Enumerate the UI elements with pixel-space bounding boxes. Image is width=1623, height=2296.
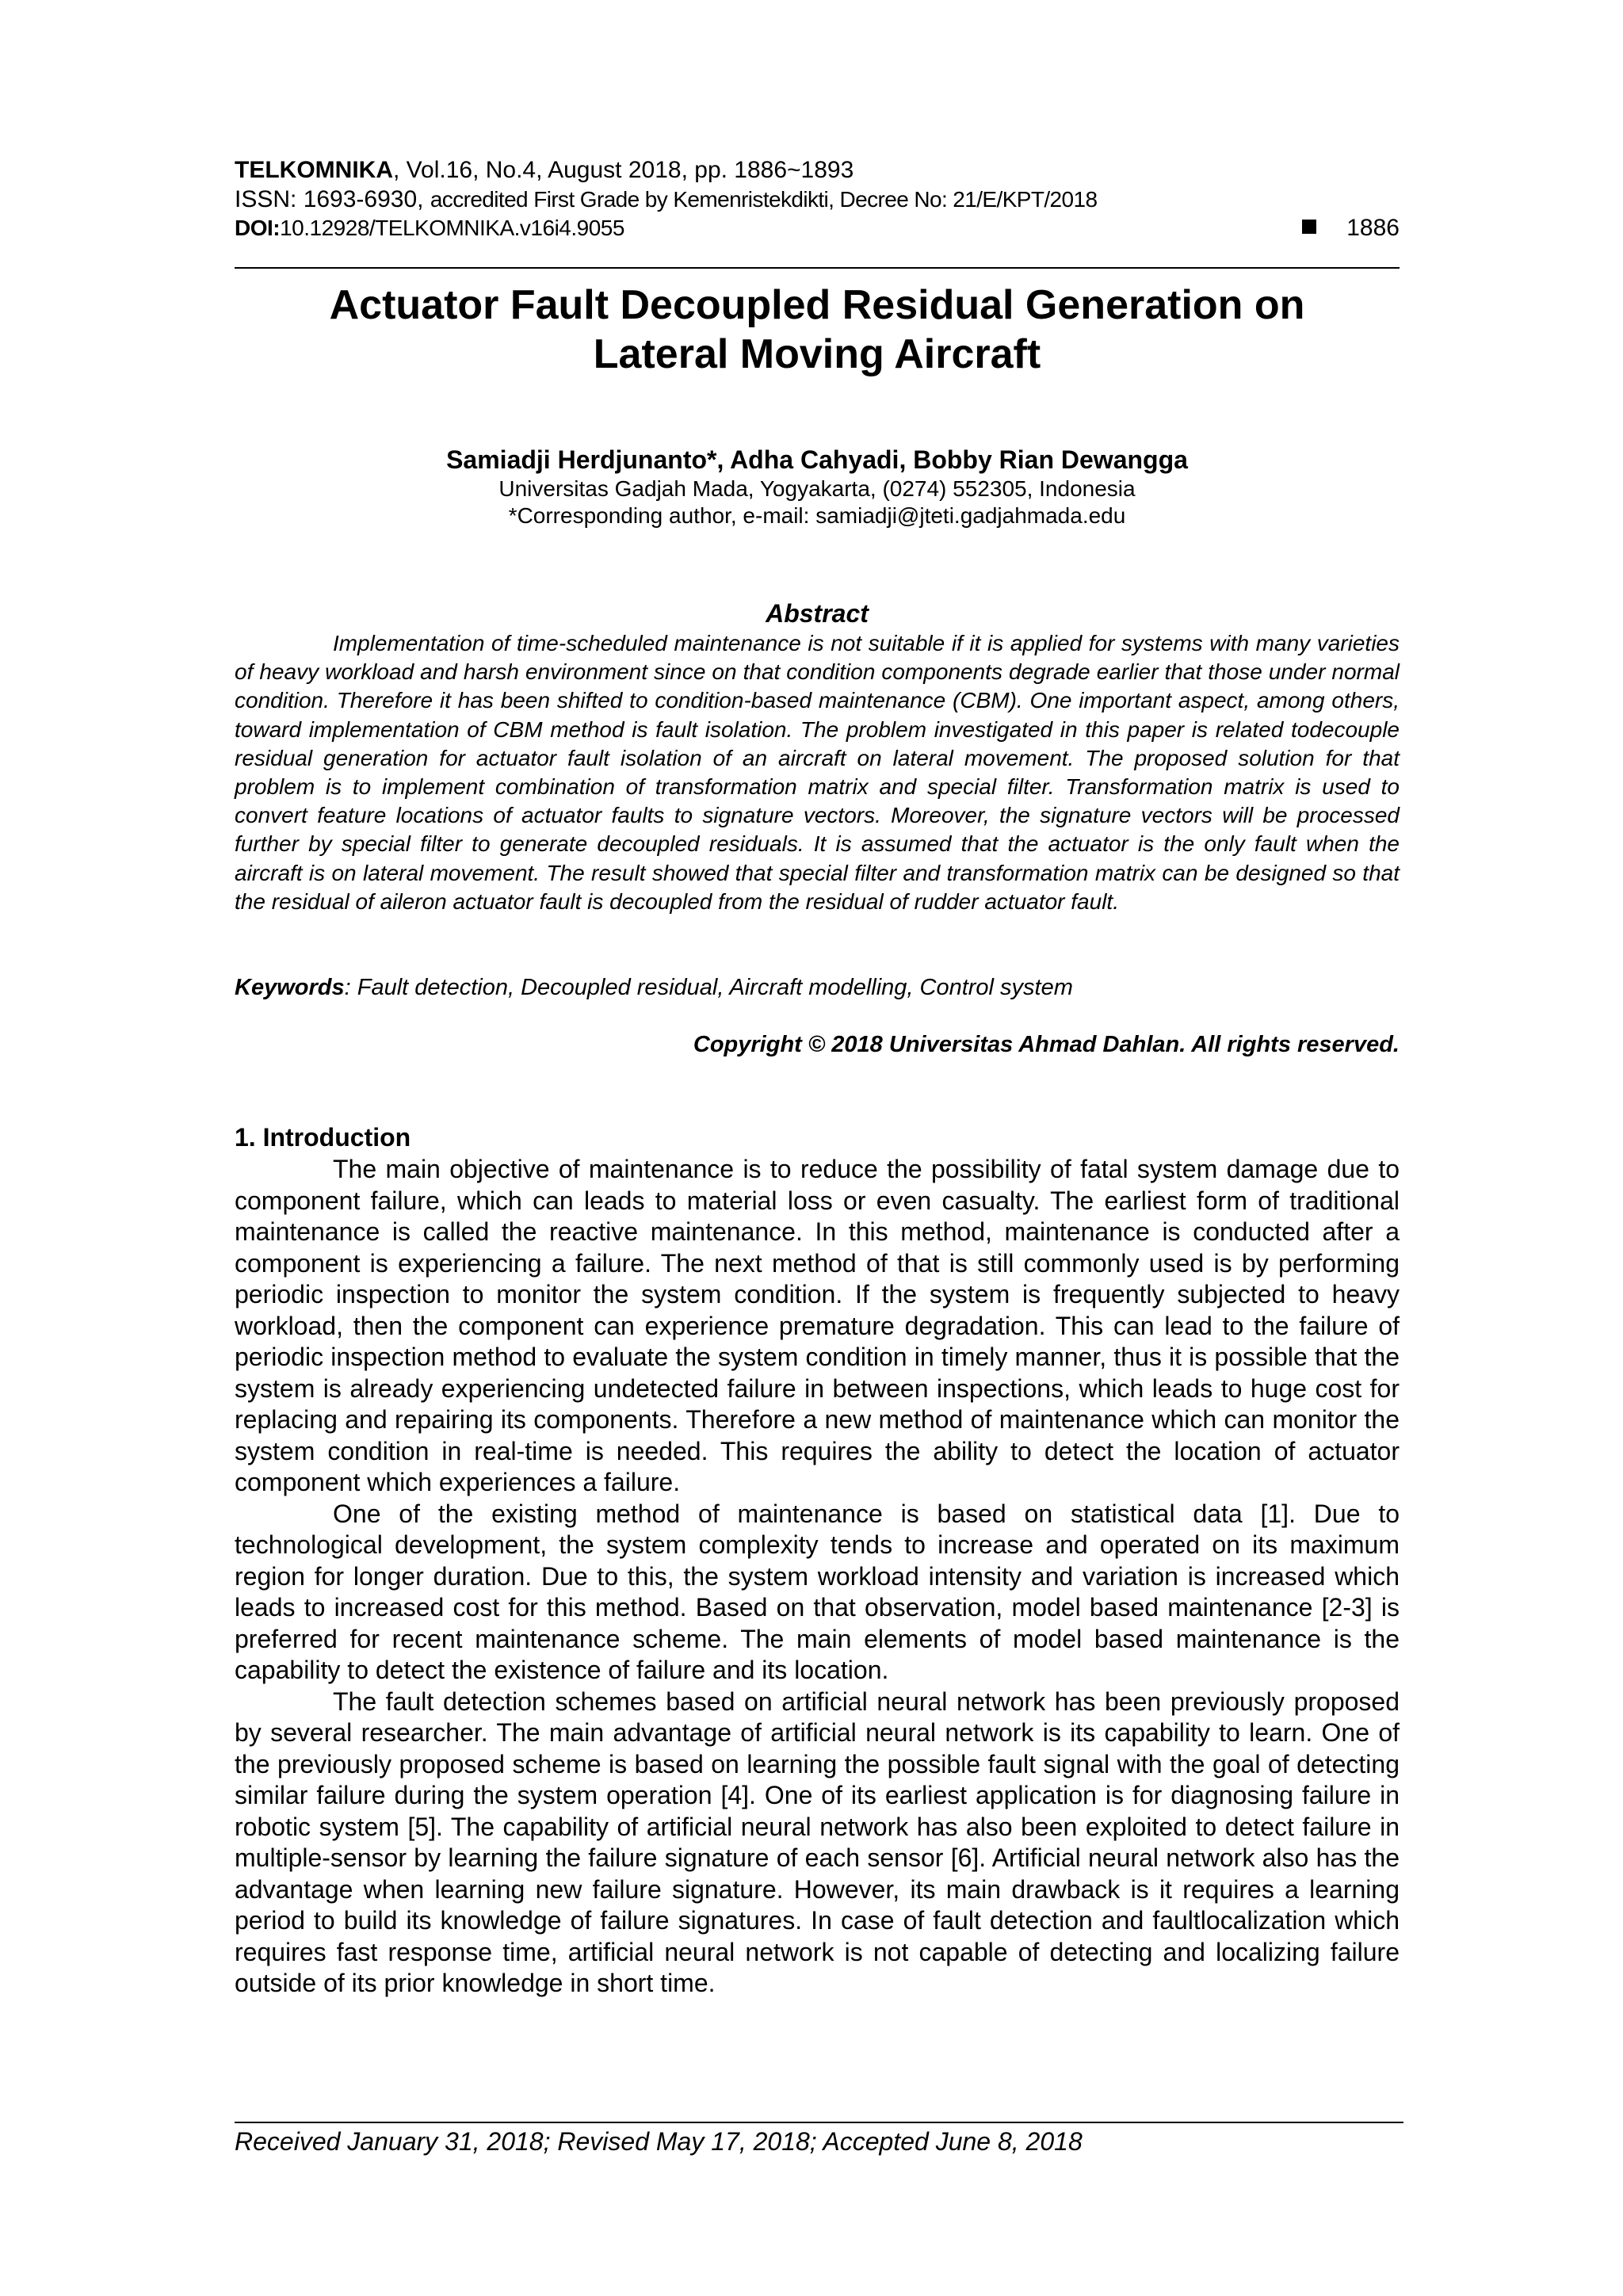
author-affiliation: Universitas Gadjah Mada, Yogyakarta, (0274) 552305, Indonesia — [498, 476, 1136, 501]
author-names: Samiadji Herdjunanto*, Adha Cahyadi, Bobby Rian Dewangga — [446, 445, 1188, 474]
doi-label: DOI: — [235, 216, 281, 240]
section-heading-introduction: 1. Introduction — [235, 1123, 411, 1152]
abstract-text: Implementation of time-scheduled maintenance is not suitable if it is applied for systems with many varieties of heavy workload and harsh environment since on that condition components degrade earlier that those under normal condition. Therefore it has been shifted to condition-based maintenance (CBM). One important aspect, among others, toward implementation of CBM method is fault isolation. The problem investigated in this paper is related todecouple residual generation for actuator fault isolation of an aircraft on lateral movement. The proposed solution for that problem is to implement combination of transformation matrix and special filter. Transformation matrix is used to convert feature locations of actuator faults to signature vectors. Moreover, the signature vectors will be processed further by special filter to generate decoupled residuals. It is assumed that the actuator is the only fault when the aircraft is on lateral movement. The result showed that special filter and transformation matrix can be designed so that the residual of aileron actuator fault is decoupled from the residual of rudder actuator fault. — [235, 631, 1400, 914]
paper-title — [235, 281, 1400, 379]
header-divider — [235, 267, 1400, 269]
journal-name: TELKOMNIKA — [235, 157, 393, 183]
issn-line — [235, 185, 1400, 214]
title-line-1: Actuator Fault Decoupled Residual Generation on — [329, 282, 1305, 328]
doi-line — [235, 214, 1400, 243]
footer-divider — [235, 2122, 1403, 2123]
journal-citation — [235, 155, 1400, 185]
body-paragraph: The main objective of maintenance is to reduce the possibility of fatal system damage due to component failure, which can leads to material loss or even casualty. The earliest form of traditional maintenance is called the reactive maintenance. In this method, maintenance is conducted after a component is experiencing a failure. The next method of that is still commonly used is by performing periodic inspection to monitor the system condition. If the system is frequently subjected to heavy workload, then the component can experience premature degradation. This can lead to the failure of periodic inspection method to evaluate the system condition in timely manner, thus it is possible that the system is already experiencing undetected failure in between inspections, which leads to huge cost for replacing and repairing its components. Therefore a new method of maintenance which can monitor the system condition in real-time is needed. This requires the ability to detect the location of actuator component which experiences a failure. — [235, 1155, 1400, 1496]
received-dates: Received January 31, 2018; Revised May 17, 2018; Accepted June 8, 2018 — [235, 2127, 1083, 2156]
issn: ISSN: 1693-6930, — [235, 186, 430, 212]
keywords-label: Keywords — [235, 975, 345, 1000]
accreditation: accredited First Grade by Kemenristekdikti, Decree No: 21/E/KPT/2018 — [430, 187, 1098, 212]
abstract-heading: Abstract — [766, 599, 869, 628]
introduction-body — [235, 1154, 1400, 2000]
square-bullet-icon — [1302, 220, 1316, 234]
doi-value: 10.12928/TELKOMNIKA.v16i4.9055 — [280, 216, 624, 240]
title-line-2: Lateral Moving Aircraft — [593, 331, 1041, 377]
page-number-block — [1302, 214, 1400, 243]
copyright-notice: Copyright © 2018 Universitas Ahmad Dahlan. All rights reserved. — [693, 1032, 1400, 1057]
author-block — [235, 444, 1400, 529]
keywords-text: : Fault detection, Decoupled residual, Aircraft modelling, Control system — [344, 975, 1073, 1000]
page-number: 1886 — [1346, 215, 1400, 241]
corresponding-email: *Corresponding author, e-mail: samiadji@jteti.gadjahmada.edu — [508, 503, 1126, 528]
keywords — [235, 973, 1400, 1002]
body-paragraph: The fault detection schemes based on artificial neural network has been previously proposed by several researcher. The main advantage of artificial neural network is its capability to learn. One of the previously proposed scheme is based on learning the possible fault signal with the goal of detecting similar failure during the system operation [4]. One of its earliest application is for diagnosing failure in robotic system [5]. The capability of artificial neural network has also been exploited to detect failure in multiple-sensor by learning the failure signature of each sensor [6]. Artificial neural network also has the advantage when learning new failure signature. However, its main drawback is it requires a learning period to build its knowledge of failure signatures. In case of fault detection and faultlocalization which requires fast response time, artificial neural network is not capable of detecting and localizing failure outside of its prior knowledge in short time. — [235, 1687, 1400, 1997]
journal-header — [235, 155, 1400, 243]
volume-pages: , Vol.16, No.4, August 2018, pp. 1886~1893 — [392, 157, 854, 183]
body-paragraph: One of the existing method of maintenance is based on statistical data [1]. Due to technological development, the system complexity tends to increase and operated on its maximum region for longer duration. Due to this, the system workload intensity and variation is increased which leads to increased cost for this method. Based on that observation, model based maintenance [2-3] is preferred for recent maintenance scheme. The main elements of model based maintenance is the capability to detect the existence of failure and its location. — [235, 1499, 1400, 1684]
